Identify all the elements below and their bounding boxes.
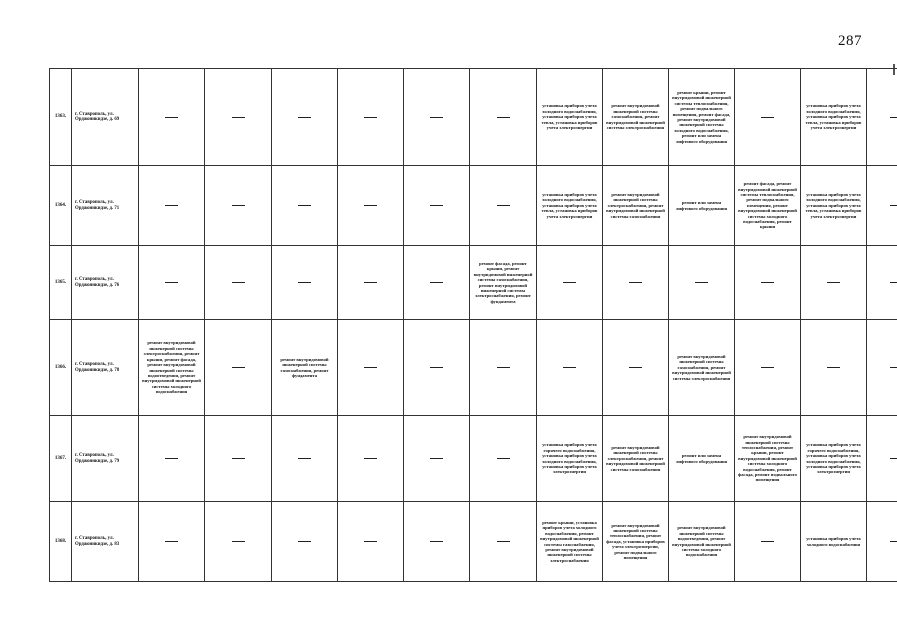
dash-mark [232, 367, 245, 368]
dash-mark [364, 367, 377, 368]
table-row [50, 69, 897, 166]
address-cell: г. Ставрополь, ул. Орджоникидзе, д. 69 [72, 69, 139, 166]
work-type-cell: ремонт внутридомовой инженерной системы газоснабжения, ремонт внутридомовой инженерной системы электроснабжения [669, 320, 735, 416]
dash-mark [430, 205, 443, 206]
work-type-cell: ремонт внутридомовой инженерной системы теплоснабжения, ремонт фасада, установка приборов учета электроэнергии, ремонт подвального помещения [603, 502, 669, 582]
dash-mark [232, 541, 245, 542]
row-number-cell: 1364. [50, 166, 72, 246]
work-type-cell: ремонт внутридомовой инженерной системы электроснабжения, ремонт внутридомовой инженерной системы газоснабжения [603, 166, 669, 246]
empty-cell [867, 246, 897, 320]
dash-mark [761, 117, 774, 118]
dash-mark [364, 541, 377, 542]
dash-mark [165, 458, 178, 459]
dash-mark [497, 117, 510, 118]
empty-cell [801, 246, 867, 320]
empty-cell [470, 320, 537, 416]
empty-cell [404, 246, 470, 320]
dash-mark [890, 541, 897, 542]
repair-plan-table [49, 68, 897, 582]
dash-mark [827, 282, 840, 283]
work-type-cell: ремонт внутридомовой инженерной системы водоотведения, ремонт внутридомовой инженерной системы холодного водоснабжения [669, 502, 735, 582]
work-type-cell: установка приборов учета холодного водоснабжения, установка приборов учета тепла, установка приборов учета электроэнергии [537, 69, 603, 166]
table-row [50, 246, 897, 320]
dash-mark [497, 541, 510, 542]
empty-cell [735, 69, 801, 166]
empty-cell [338, 69, 404, 166]
empty-cell [404, 502, 470, 582]
dash-mark [890, 282, 897, 283]
work-type-cell: ремонт фасада, ремонт крыши, ремонт внутридомовой инженерной системы газоснабжения, ремонт внутридомовой инженерной системы электроснабжения, ремонт фундамента [470, 246, 537, 320]
dash-mark [695, 282, 708, 283]
empty-cell [338, 502, 404, 582]
work-type-cell: ремонт крыши, ремонт внутридомовой инженерной системы теплоснабжения, ремонт подвального помещения, ремонт фасада, ремонт внутридомовой инженерной системы холодного водоснабжения, ремонт или замена лифтового оборудования [669, 69, 735, 166]
address-cell: г. Ставрополь, ул. Орджоникидзе, д. 79 [72, 416, 139, 502]
dash-mark [165, 117, 178, 118]
dash-mark [430, 117, 443, 118]
dash-mark [298, 205, 311, 206]
empty-cell [272, 502, 338, 582]
table-row [50, 502, 897, 582]
dash-mark [364, 117, 377, 118]
work-type-cell: ремонт внутридомовой инженерной системы электроснабжения, ремонт крыши, ремонт фасада, ремонт внутридомовой инженерной системы водоотведения, ремонт внутридомовой инженерной системы холодного водоснабжения [139, 320, 205, 416]
empty-cell [338, 166, 404, 246]
dash-mark [298, 117, 311, 118]
empty-cell [404, 166, 470, 246]
address-cell: г. Ставрополь, ул. Орджоникидзе, д. 71 [72, 166, 139, 246]
dash-mark [890, 458, 897, 459]
empty-cell [272, 166, 338, 246]
dash-mark [364, 205, 377, 206]
address-cell: г. Ставрополь, ул. Орджоникидзе, д. 78 [72, 320, 139, 416]
dash-mark [165, 282, 178, 283]
dash-mark [761, 541, 774, 542]
empty-cell [338, 320, 404, 416]
empty-cell [404, 69, 470, 166]
empty-cell [205, 246, 272, 320]
work-type-cell: ремонт крыши, установка приборов учета холодного водоснабжения, ремонт внутридомовой инженерной системы газоснабжения, ремонт внутридомовой инженерной системы электроснабжения [537, 502, 603, 582]
work-type-cell: ремонт или замена лифтового оборудования [669, 166, 735, 246]
dash-mark [761, 367, 774, 368]
dash-mark [827, 367, 840, 368]
empty-cell [867, 69, 897, 166]
empty-cell [603, 246, 669, 320]
dash-mark [298, 282, 311, 283]
page-number: 287 [838, 33, 862, 49]
empty-cell [139, 166, 205, 246]
address-cell: г. Ставрополь, ул. Орджоникидзе, д. 83 [72, 502, 139, 582]
empty-cell [404, 416, 470, 502]
table-body [50, 69, 897, 582]
empty-cell [404, 320, 470, 416]
empty-cell [272, 69, 338, 166]
empty-cell [867, 320, 897, 416]
empty-cell [272, 416, 338, 502]
work-type-cell: ремонт внутридомовой инженерной системы газоснабжения, ремонт внутридомовой инженерной системы электроснабжения [603, 69, 669, 166]
dash-mark [165, 205, 178, 206]
dash-mark [430, 458, 443, 459]
empty-cell [205, 502, 272, 582]
dash-mark [890, 205, 897, 206]
empty-cell [139, 246, 205, 320]
dash-mark [563, 367, 576, 368]
empty-cell [735, 502, 801, 582]
work-type-cell: установка приборов учета горячего водоснабжения, установка приборов учета холодного водоснабжения, установка приборов учета электроэнергии [537, 416, 603, 502]
table-row [50, 416, 897, 502]
work-type-cell: ремонт фасада, ремонт внутридомовой инженерной системы теплоснабжения, ремонт подвального помещения, ремонт внутридомовой инженерной системы холодного водоснабжения, ремонт крыши [735, 166, 801, 246]
empty-cell [470, 416, 537, 502]
dash-mark [890, 367, 897, 368]
dash-mark [364, 282, 377, 283]
empty-cell [537, 320, 603, 416]
work-type-cell: установка приборов учета холодного водоснабжения, установка приборов учета тепла, установка приборов учета электроэнергии [801, 69, 867, 166]
dash-mark [563, 282, 576, 283]
work-type-cell: ремонт или замена лифтового оборудования [669, 416, 735, 502]
table-row [50, 320, 897, 416]
row-number-cell: 1363. [50, 69, 72, 166]
empty-cell [867, 502, 897, 582]
dash-mark [890, 117, 897, 118]
empty-cell [205, 69, 272, 166]
dash-mark [430, 367, 443, 368]
empty-cell [537, 246, 603, 320]
empty-cell [205, 416, 272, 502]
empty-cell [470, 502, 537, 582]
dash-mark [430, 282, 443, 283]
empty-cell [470, 69, 537, 166]
empty-cell [139, 416, 205, 502]
empty-cell [470, 166, 537, 246]
dash-mark [232, 282, 245, 283]
empty-cell [867, 416, 897, 502]
row-number-cell: 1365. [50, 246, 72, 320]
dash-mark [232, 458, 245, 459]
empty-cell [205, 166, 272, 246]
work-type-cell: установка приборов учета холодного водоснабжения, установка приборов учета тепла, установка приборов учета электроэнергии [801, 166, 867, 246]
row-number-cell: 1366. [50, 320, 72, 416]
dash-mark [232, 205, 245, 206]
work-type-cell: установка приборов учета холодного водоснабжения [801, 502, 867, 582]
dash-mark [497, 205, 510, 206]
empty-cell [272, 246, 338, 320]
work-type-cell: ремонт внутридомовой инженерной системы теплоснабжения, ремонт крыши, ремонт внутридомовой инженерной системы холодного водоснабжения, ремонт фасада, ремонт подвального помещения [735, 416, 801, 502]
work-type-cell: ремонт внутридомовой инженерной системы газоснабжения, ремонт фундамента [272, 320, 338, 416]
dash-mark [761, 282, 774, 283]
empty-cell [735, 246, 801, 320]
work-type-cell: установка приборов учета горячего водоснабжения, установка приборов учета холодного водоснабжения, установка приборов учета электроэнергии [801, 416, 867, 502]
dash-mark [364, 458, 377, 459]
row-number-cell: 1367. [50, 416, 72, 502]
empty-cell [338, 416, 404, 502]
dash-mark [165, 541, 178, 542]
work-type-cell: установка приборов учета холодного водоснабжения, установка приборов учета тепла, установка приборов учета электроэнергии [537, 166, 603, 246]
dash-mark [629, 367, 642, 368]
dash-mark [298, 458, 311, 459]
dash-mark [232, 117, 245, 118]
empty-cell [669, 246, 735, 320]
work-type-cell: ремонт внутридомовой инженерной системы электроснабжения, ремонт внутридомовой инженерной системы газоснабжения [603, 416, 669, 502]
empty-cell [139, 69, 205, 166]
empty-cell [801, 320, 867, 416]
dash-mark [298, 541, 311, 542]
empty-cell [867, 166, 897, 246]
dash-mark [497, 458, 510, 459]
row-number-cell: 1368. [50, 502, 72, 582]
empty-cell [338, 246, 404, 320]
empty-cell [603, 320, 669, 416]
dash-mark [497, 367, 510, 368]
table-row [50, 166, 897, 246]
dash-mark [430, 541, 443, 542]
empty-cell [205, 320, 272, 416]
dash-mark [629, 282, 642, 283]
empty-cell [139, 502, 205, 582]
empty-cell [735, 320, 801, 416]
address-cell: г. Ставрополь, ул. Орджоникидзе, д. 76 [72, 246, 139, 320]
